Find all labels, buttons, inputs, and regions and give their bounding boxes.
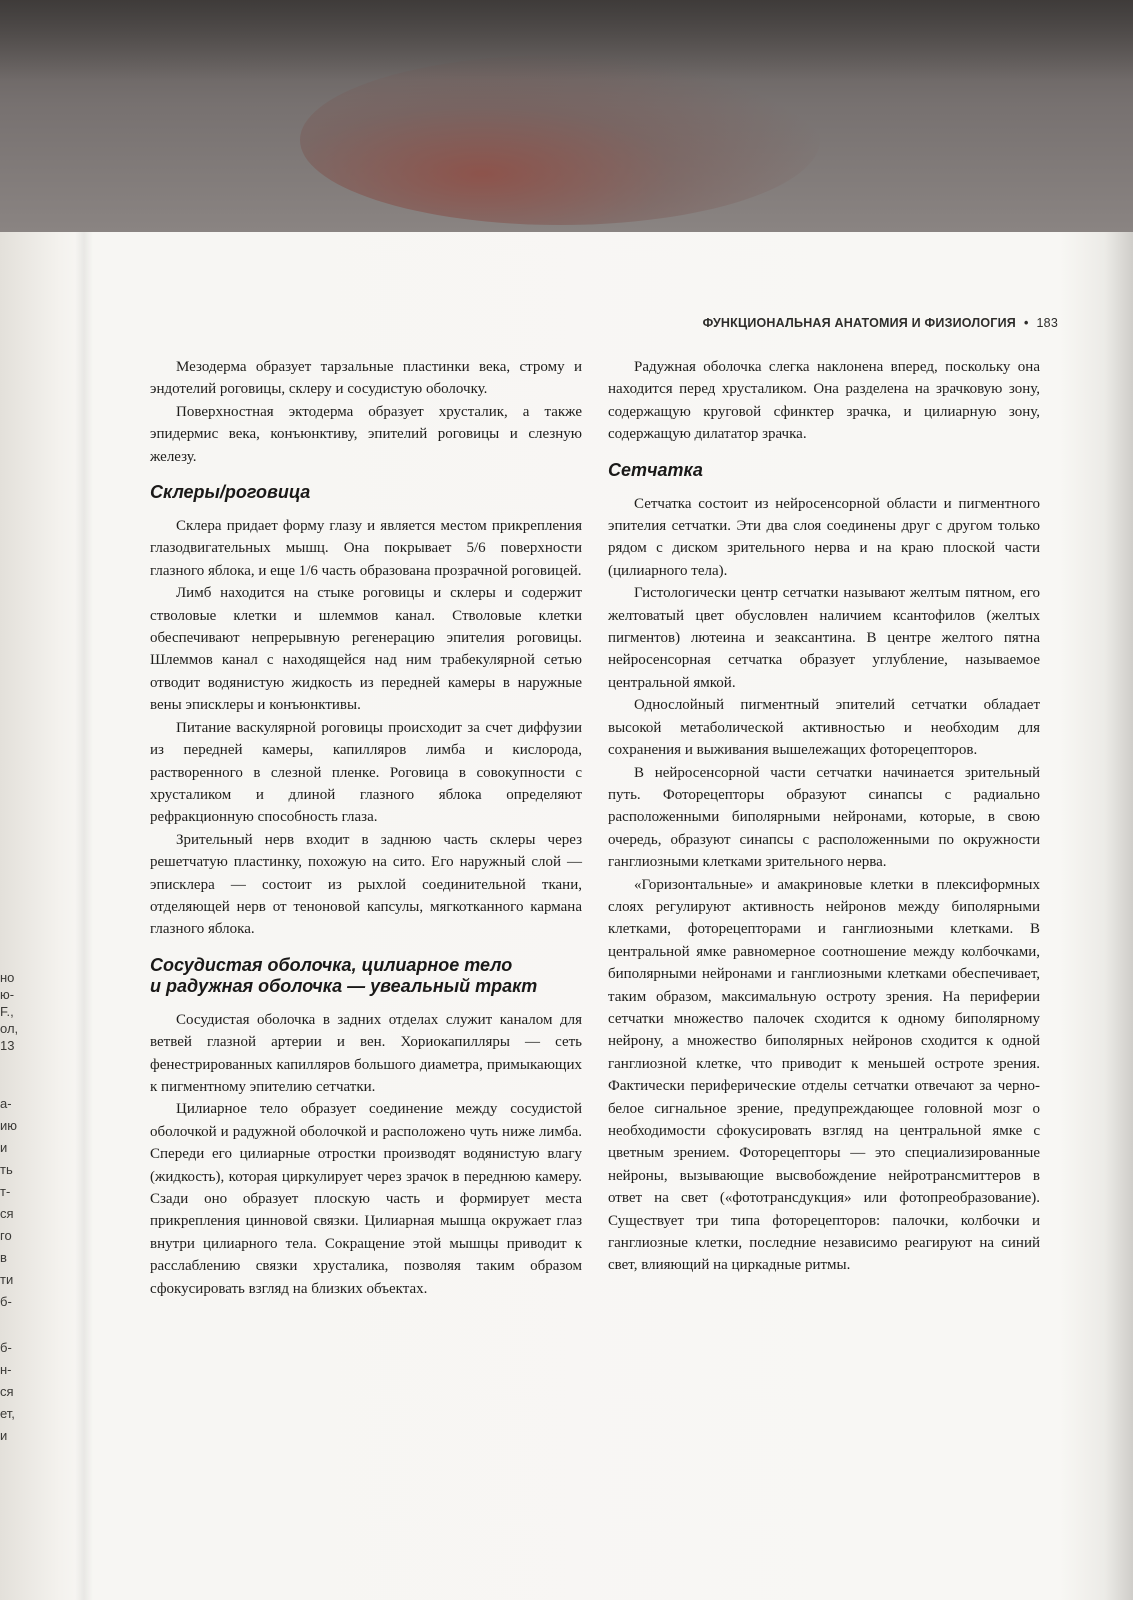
edge-fragment: го: [0, 1228, 12, 1243]
edge-fragment: ол,: [0, 1021, 19, 1036]
finger-shadow: [300, 55, 820, 225]
heading-uveal-tract: [150, 955, 582, 997]
edge-fragment: ся: [0, 1384, 14, 1399]
paragraph-visual-pathway: В нейросенсорной части сетчатки начинается зрительный путь. Фоторецепторы образуют синапсы с радиально расположенными биполярными нейронами, которые, в свою очередь, образуют синапсы с расположенными по окружности ганглиозными клетками зрительного нерва.: [608, 764, 1040, 871]
paragraph-ciliary-body: Цилиарное тело образует соединение между сосудистой оболочкой и радужной оболочкой и расположено чуть ниже лимба. Спереди его цилиарные отростки производят водянистую влагу (жидкость), которая циркулирует через зрачок в переднюю камеру. Сзади оно образует плоскую часть и формирует места прикрепления цинновой связки. Цилиарная мышца окружает глаз внутри цилиарного тела. Сокращение этой мышцы приводит к расслаблению связки хрусталика, позволяя таким образом сфокусировать взгляд на близких объектах.: [150, 1101, 582, 1297]
edge-fragment: ти: [0, 1272, 14, 1287]
running-title: ФУНКЦИОНАЛЬНАЯ АНАТОМИЯ И ФИЗИОЛОГИЯ: [702, 316, 1016, 330]
paragraph-ectoderm: Поверхностная эктодерма образует хрусталик, а также эпидермис века, конъюнктиву, эпителий роговицы и слезную железу.: [150, 403, 582, 465]
heading-uveal-line-1: Сосудистая оболочка, цилиарное тело: [150, 954, 513, 975]
edge-fragment: и: [0, 1428, 8, 1443]
paragraph-retina-structure: Сетчатка состоит из нейросенсорной области и пигментного эпителия сетчатки. Эти два слоя соединены друг с другом только рядом с диском зрительного нерва и на краю плоской части (цилиарного тела).: [608, 495, 1040, 579]
edge-fragment: но: [0, 970, 15, 985]
paragraph-photoreceptors: «Горизонтальные» и амакриновые клетки в плексиформных слоях регулируют активность нейронов между биполярными клетками, фоторецепторами и ганглиозными клетками. В центральной ямке равномерное соотношение между колбочками, биполярными нейронами и ганглиозными клетками обеспечивает, таким образом, максимальную остроту зрения. На периферии сетчатки множество палочек сходится к одному биполярному нейрону, а множество биполярных нейронов сходится к одной ганглиозной клетке, что приводит к меньшей остроте зрения. Фактически периферические отделы сетчатки отвечают за черно-белое сигнальное зрение, предупреждающее головной мозг о необходимости сфокусировать взгляд на центральной ямке с цветным зрением. Фоторецепторы — это специализированные нейроны, вызывающие высвобождение нейротрансмиттеров в ответ на свет («фототрансдукция» или фотопреобразование). Существует три типа фоторецепторов: палочки, колбочки и ганглиозные клетки, последние независимо реагируют на синий свет, влияющий на циркадные ритмы.: [608, 876, 1040, 1274]
paragraph-optic-nerve: Зрительный нерв входит в заднюю часть склеры через решетчатую пластинку, похожую на сито. Его наружный слой — эписклера — состоит из рыхлой соединительной ткани, отделяющей нерв от теноновой капсулы, мягкотканного кармана глазного яблока.: [150, 831, 582, 938]
edge-fragment: б-: [0, 1294, 12, 1309]
edge-fragment: н-: [0, 1362, 12, 1377]
edge-fragment: ся: [0, 1206, 14, 1221]
edge-fragment: ю-: [0, 987, 15, 1002]
edge-fragment: т-: [0, 1184, 11, 1199]
edge-fragment: 13: [0, 1038, 15, 1053]
edge-fragment: ет,: [0, 1406, 15, 1421]
header-separator: •: [1023, 316, 1029, 330]
edge-fragment: б-: [0, 1340, 12, 1355]
paragraph-limbus: Лимб находится на стыке роговицы и склеры и содержит стволовые клетки и шлеммов канал. Стволовые клетки обеспечивают непрерывную регенерацию эпителия роговицы. Шлеммов канал с находящейся над ним трабекулярной сетью отводит водянистую жидкость из передней камеры в наружные вены эписклеры и конъюнктивы.: [150, 585, 582, 714]
paragraph-cornea-nutrition: Питание васкулярной роговицы происходит за счет диффузии из передней камеры, капилляров лимба и кислорода, растворенного в слезной пленке. Роговица в совокупности с хрусталиком и длиной глазного яблока определяют рефракционную способность глаза.: [150, 719, 582, 826]
top-dark-vignette: [0, 0, 1133, 80]
running-header: [560, 316, 1058, 330]
right-column: [608, 356, 1040, 1277]
paragraph-pigment-epithelium: Однослойный пигментный эпителий сетчатки обладает высокой метаболической активностью и необходим для сохранения и выживания вышележащих фоторецепторов.: [608, 697, 1040, 759]
edge-fragment: ть: [0, 1162, 13, 1177]
heading-retina: Сетчатка: [608, 459, 703, 480]
page-gutter: [75, 232, 93, 1600]
paragraph-macula: Гистологически центр сетчатки называют желтым пятном, его желтоватый цвет обусловлен наличием ксантофилов (желтых пигментов) лютеина и зеаксантина. В центре желтого пятна нейросенсорная сетчатка образует углубление, называемое центральной ямкой.: [608, 585, 1040, 691]
edge-fragment: F.,: [0, 1004, 14, 1019]
heading-sclera-cornea: Склеры/роговица: [150, 482, 311, 503]
paragraph-sclera: Склера придает форму глазу и является местом прикрепления глазодвигательных мышц. Она покрывает 5/6 поверхности глазного яблока, и еще 1/6 часть образована прозрачной роговицей.: [150, 518, 582, 579]
edge-fragment: ию: [0, 1118, 18, 1133]
edge-fragment: в: [0, 1250, 7, 1265]
paragraph-iris: Радужная оболочка слегка наклонена вперед, поскольку она находится перед хрусталиком. Она разделена на зрачковую зону, содержащую круговой сфинктер зрачка, и цилиарную зону, содержащую дилататор зрачка.: [608, 359, 1040, 443]
paragraph-mesoderm: Мезодерма образует тарзальные пластинки века, строму и эндотелий роговицы, склеру и сосудистую оболочку.: [150, 359, 582, 398]
paragraph-choroid: Сосудистая оболочка в задних отделах служит каналом для ветвей глазной артерии и вен. Хориокапилляры — сеть фенестрированных капилляров большого диаметра, примыкающих к пигментному эпителию сетчатки.: [150, 1011, 582, 1095]
edge-fragment: и: [0, 1140, 8, 1155]
left-column: [150, 356, 582, 1300]
page-number: 183: [1036, 316, 1058, 330]
edge-fragment: а-: [0, 1096, 12, 1111]
heading-uveal-line-2: и радужная оболочка — увеальный тракт: [150, 975, 538, 996]
